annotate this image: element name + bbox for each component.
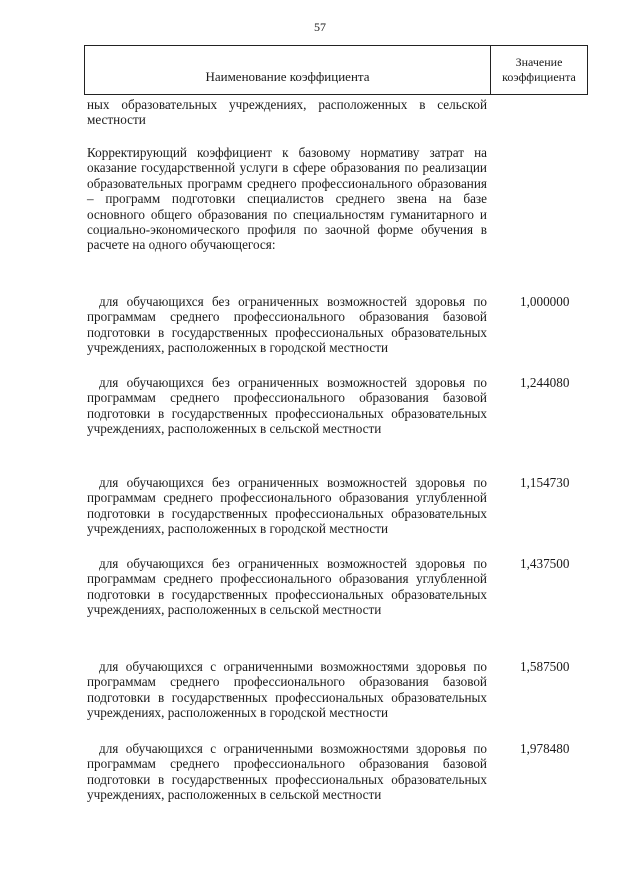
coefficient-row bbox=[87, 475, 570, 537]
header-value-column: Значение коэффициента bbox=[502, 55, 576, 84]
coefficient-value: 1,154730 bbox=[520, 475, 570, 490]
continuation-text: ных образовательных учреждениях, расположенных в сельской местности bbox=[87, 97, 487, 128]
coefficient-row bbox=[87, 659, 570, 721]
coefficient-value: 1,000000 bbox=[520, 294, 570, 309]
header-name-column: Наименование коэффициента bbox=[205, 69, 370, 84]
section-title: Корректирующий коэффициент к базовому нормативу затрат на оказание государственной услуги в сфере образования по реализации образовательных программ среднего профессионального образования – программ подготовки специалистов среднего звена на базе основного общего образования по специальностям гуманитарного и социально-экономического профиля по заочной форме обучения в расчете на одного обучающегося: bbox=[87, 145, 487, 253]
table-header bbox=[84, 45, 588, 95]
coefficient-value: 1,437500 bbox=[520, 556, 570, 571]
coefficient-value: 1,244080 bbox=[520, 375, 570, 390]
coefficient-description: для обучающихся с ограниченными возможностями здоровья по программам среднего профессионального образования базовой подготовки в государственных профессиональных образовательных учреждениях, расположенных в сельской местности bbox=[87, 741, 487, 803]
coefficient-row bbox=[87, 375, 570, 437]
coefficient-row bbox=[87, 294, 570, 356]
coefficient-description: для обучающихся без ограниченных возможностей здоровья по программам среднего профессионального образования углубленной подготовки в государственных профессиональных образовательных учреждениях, расположенных в сельской местности bbox=[87, 556, 487, 618]
coefficient-description: для обучающихся без ограниченных возможностей здоровья по программам среднего профессионального образования углубленной подготовки в государственных профессиональных образовательных учреждениях, расположенных в городской местности bbox=[87, 475, 487, 537]
coefficient-value: 1,978480 bbox=[520, 741, 570, 756]
coefficient-description: для обучающихся без ограниченных возможностей здоровья по программам среднего профессионального образования базовой подготовки в государственных профессиональных образовательных учреждениях, расположенных в городской местности bbox=[87, 294, 487, 356]
coefficient-description: для обучающихся без ограниченных возможностей здоровья по программам среднего профессионального образования базовой подготовки в государственных профессиональных образовательных учреждениях, расположенных в сельской местности bbox=[87, 375, 487, 437]
coefficient-row bbox=[87, 741, 570, 803]
page-number: 57 bbox=[314, 20, 326, 34]
coefficient-value: 1,587500 bbox=[520, 659, 570, 674]
coefficient-description: для обучающихся с ограниченными возможностями здоровья по программам среднего профессионального образования базовой подготовки в государственных профессиональных образовательных учреждениях, расположенных в городской местности bbox=[87, 659, 487, 721]
coefficient-row bbox=[87, 556, 570, 618]
